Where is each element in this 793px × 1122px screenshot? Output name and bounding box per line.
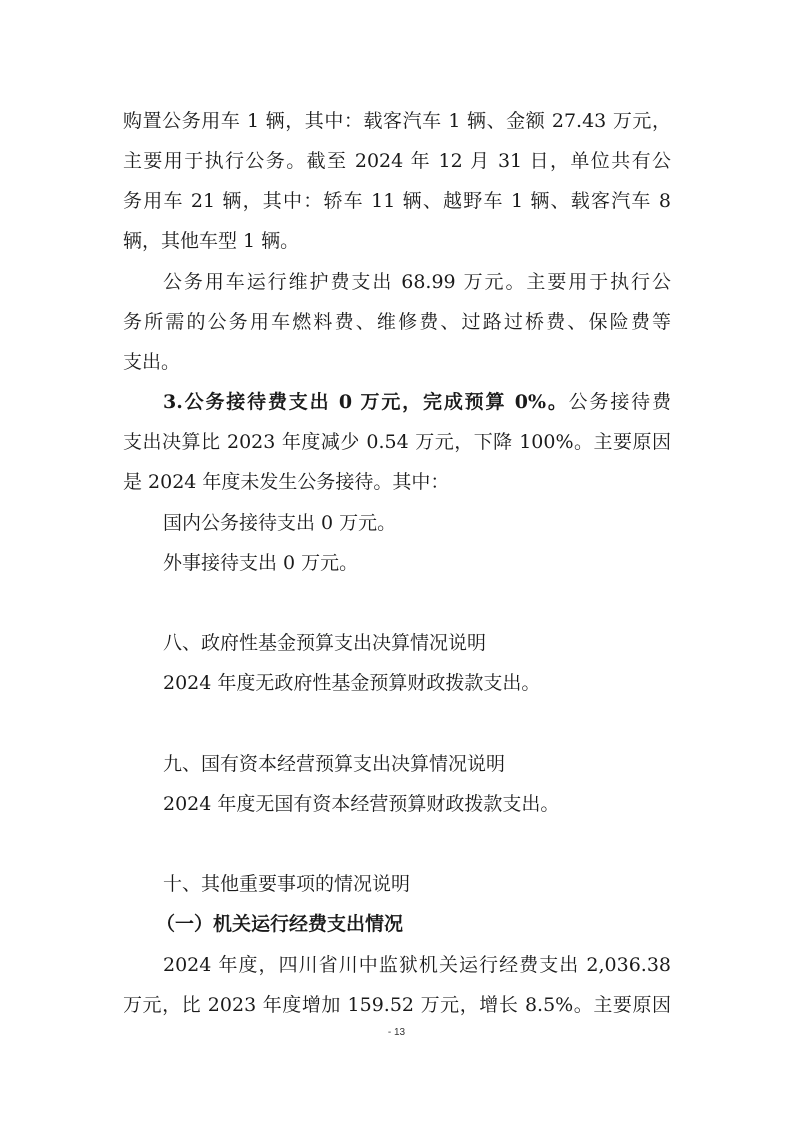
body-line: 支出。 — [123, 351, 181, 373]
body-line: 外事接待支出 0 万元。 — [163, 552, 359, 574]
body-line: 务用车 21 辆，其中：轿车 11 辆、越野车 1 辆、载客汽车 8 — [123, 190, 671, 212]
body-line: 主要用于执行公务。截至 2024 年 12 月 31 日，单位共有公 — [123, 150, 671, 172]
section-heading-9: 九、国有资本经营预算支出决算情况说明 — [163, 753, 506, 775]
paragraph-line-bold-lead — [163, 390, 671, 414]
body-line: 支出决算比 2023 年度减少 0.54 万元，下降 100%。主要原因 — [123, 431, 671, 453]
section-heading-10: 十、其他重要事项的情况说明 — [163, 873, 411, 895]
page-number: - 13 — [387, 1027, 406, 1038]
body-line: 购置公务用车 1 辆，其中：载客汽车 1 辆、金额 27.43 万元， — [123, 110, 671, 132]
body-line: 公务用车运行维护费支出 68.99 万元。主要用于执行公 — [163, 271, 671, 293]
section-heading-8: 八、政府性基金预算支出决算情况说明 — [163, 632, 487, 654]
body-line: 2024 年度无国有资本经营预算财政拨款支出。 — [163, 793, 560, 815]
lead-continuation: 公务接待费 — [568, 391, 671, 413]
body-line: 2024 年度无政府性基金预算财政拨款支出。 — [163, 672, 541, 694]
body-line: 国内公务接待支出 0 万元。 — [163, 512, 397, 534]
subheading-1: （一）机关运行经费支出情况 — [156, 913, 404, 935]
body-line: 务所需的公务用车燃料费、维修费、过路过桥费、保险费等 — [123, 311, 671, 333]
body-line: 是 2024 年度未发生公务接待。其中： — [123, 471, 450, 493]
bold-lead-text: 3.公务接待费支出 0 万元，完成预算 0%。 — [163, 391, 569, 413]
body-line: 万元，比 2023 年度增加 159.52 万元，增长 8.5%。主要原因 — [123, 994, 671, 1016]
body-line: 辆，其他车型 1 辆。 — [123, 230, 300, 252]
body-line: 2024 年度，四川省川中监狱机关运行经费支出 2,036.38 — [163, 954, 671, 976]
